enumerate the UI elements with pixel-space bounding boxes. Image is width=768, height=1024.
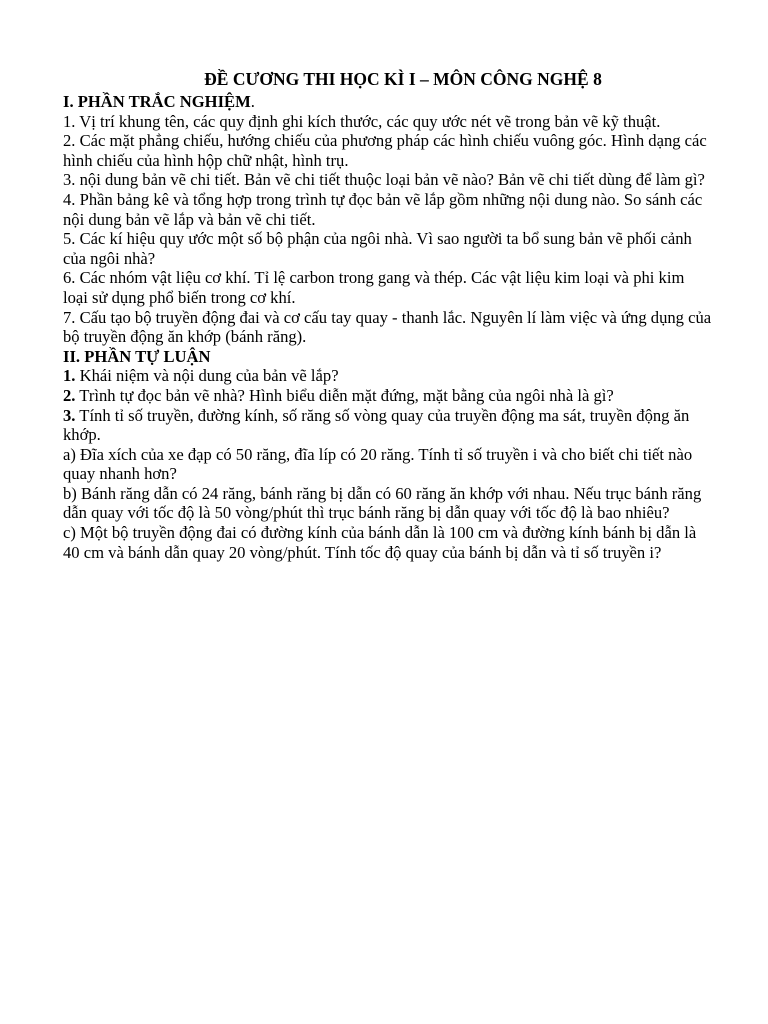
essay-subitem-b: b) Bánh răng dẫn có 24 răng, bánh răng bị dẫn có 60 răng ăn khớp với nhau. Nếu trục bánh răng dẫn quay với tốc độ là 50 vòng/phút thì trục bánh răng bị dẫn quay với tốc độ là bao nhiêu? <box>63 483 702 523</box>
document-page <box>63 68 713 562</box>
section-heading-multiple-choice <box>63 92 713 112</box>
essay-item-1 <box>63 366 713 386</box>
mc-item-3: 3. nội dung bản vẽ chi tiết. Bản vẽ chi tiết thuộc loại bản vẽ nào? Bản vẽ chi tiết dùng để làm gì? <box>63 170 705 190</box>
essay-item-text: Trình tự đọc bản vẽ nhà? Hình biểu diễn mặt đứng, mặt bằng của ngôi nhà là gì? <box>75 385 614 405</box>
mc-item-1: 1. Vị trí khung tên, các quy định ghi kích thước, các quy ước nét vẽ trong bản vẽ kỹ thuật. <box>63 111 661 131</box>
essay-item-number: 3. <box>63 405 76 425</box>
mc-item-2: 2. Các mặt phẳng chiếu, hướng chiếu của phương pháp các hình chiếu vuông góc. Hình dạng các hình chiếu của hình hộp chữ nhật, hình trụ. <box>63 131 707 170</box>
essay-item-3 <box>63 406 713 445</box>
essay-subitem-c: c) Một bộ truyền động đai có đường kính của bánh dẫn là 100 cm và đường kính bánh bị dẫn là 40 cm và bánh dẫn quay 20 vòng/phút. Tính tốc độ quay của bánh bị dẫn và tỉ số truyền i? <box>63 523 697 562</box>
mc-item-4: 4. Phần bảng kê và tổng hợp trong trình tự đọc bản vẽ lắp gồm những nội dung nào. So sánh các nội dung bản vẽ lắp và bản vẽ chi tiết. <box>63 189 703 229</box>
essay-item-2 <box>63 386 713 406</box>
essay-item-text: Tính tỉ số truyền, đường kính, số răng số vòng quay của truyền động ma sát, truyền động ăn khớp. <box>63 405 690 445</box>
mc-item-5: 5. Các kí hiệu quy ước một số bộ phận của ngôi nhà. Vì sao người ta bổ sung bản vẽ phối cảnh của ngôi nhà? <box>63 229 692 268</box>
essay-item-text: Khái niệm và nội dung của bản vẽ lắp? <box>75 366 339 386</box>
mc-item-7: 7. Cấu tạo bộ truyền động đai và cơ cấu tay quay - thanh lắc. Nguyên lí làm việc và ứng dụng của bộ truyền động ăn khớp (bánh răng). <box>63 307 712 347</box>
section-heading-essay: II. PHẦN TỰ LUẬN <box>63 346 211 366</box>
document-title: ĐỀ CƯƠNG THI HỌC KÌ I – MÔN CÔNG NGHỆ 8 <box>204 69 602 89</box>
mc-item-6: 6. Các nhóm vật liệu cơ khí. Tỉ lệ carbon trong gang và thép. Các vật liệu kim loại và phi kim loại sử dụng phổ biến trong cơ khí. <box>63 268 685 307</box>
section-heading-period: . <box>250 92 255 111</box>
section-heading-text: I. PHẦN TRẮC NGHIỆM <box>63 92 251 111</box>
essay-subitem-a: a) Đĩa xích của xe đạp có 50 răng, đĩa líp có 20 răng. Tính tỉ số truyền i và cho biết chi tiết nào quay nhanh hơn? <box>63 444 693 484</box>
essay-item-number: 1. <box>63 366 76 386</box>
essay-item-number: 2. <box>63 385 76 405</box>
